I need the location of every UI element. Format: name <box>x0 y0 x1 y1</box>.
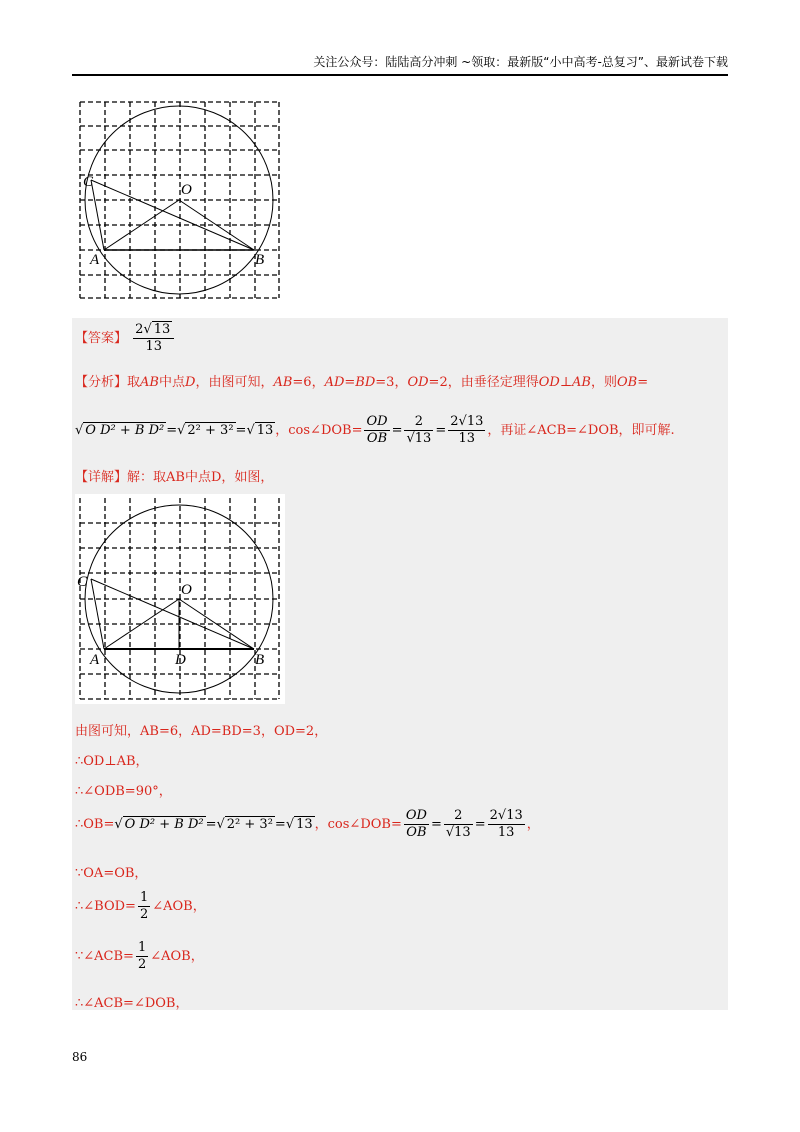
label-a: A <box>90 252 100 268</box>
figure-circle-grid-2 <box>75 494 285 704</box>
detail-intro: 【详解】解：取AB中点D，如图， <box>75 470 274 485</box>
label-c2: C <box>77 574 88 590</box>
label-b2: B <box>255 652 265 668</box>
label-a2: A <box>90 652 100 668</box>
step-6: ∴∠BOD= $\frac{1}{2}$ ∠AOB， <box>75 890 206 922</box>
step-3: ∴∠ODB=90°， <box>75 784 172 799</box>
page-header: 关注公众号：陆陆高分冲刺 ~领取：最新版“小中高考-总复习”、最新试卷下载 <box>72 52 728 76</box>
page-number: 86 <box>72 1050 88 1064</box>
label-d2: D <box>175 652 186 668</box>
step-5: ∵OA=OB， <box>75 866 148 881</box>
figure-circle-grid-1 <box>75 98 285 303</box>
answer-line: 【答案】 $\frac{2√ 13}{13}$ <box>75 322 176 355</box>
step-8: ∴∠ACB=∠DOB， <box>75 996 189 1011</box>
step-7: ∵∠ACB= $\frac{1}{2}$ ∠AOB， <box>75 940 204 972</box>
step-2: ∴OD⊥AB， <box>75 754 149 769</box>
label-c: C <box>83 174 94 190</box>
label-b: B <box>255 252 265 268</box>
label-o2: O <box>181 582 192 598</box>
analysis-line-1: 【分析】取AB中点D，由图可知，AB=6，AD=BD=3，OD=2，由垂径定理得OD⊥AB，则OB= <box>75 375 649 390</box>
step-1: 由图可知，AB=6，AD=BD=3，OD=2， <box>75 724 328 739</box>
analysis-line-2: √ O D² + B D² =√ 2² + 3² =√ 13 ，cos∠DOB= $\frac{OD}{OB}$ = $\frac{2}{√13}$ = $\frac{2√13}{13}$ ，再证∠ACB=∠DOB，即可解. <box>75 414 675 446</box>
step-4: ∴OB=√ O D² + B D² =√ 2² + 3² =√ 13 ，cos∠DOB= $\frac{OD}{OB}$ = $\frac{2}{√13}$ = $\frac{2√13}{13}$ ， <box>75 808 540 840</box>
label-o: O <box>181 182 192 198</box>
